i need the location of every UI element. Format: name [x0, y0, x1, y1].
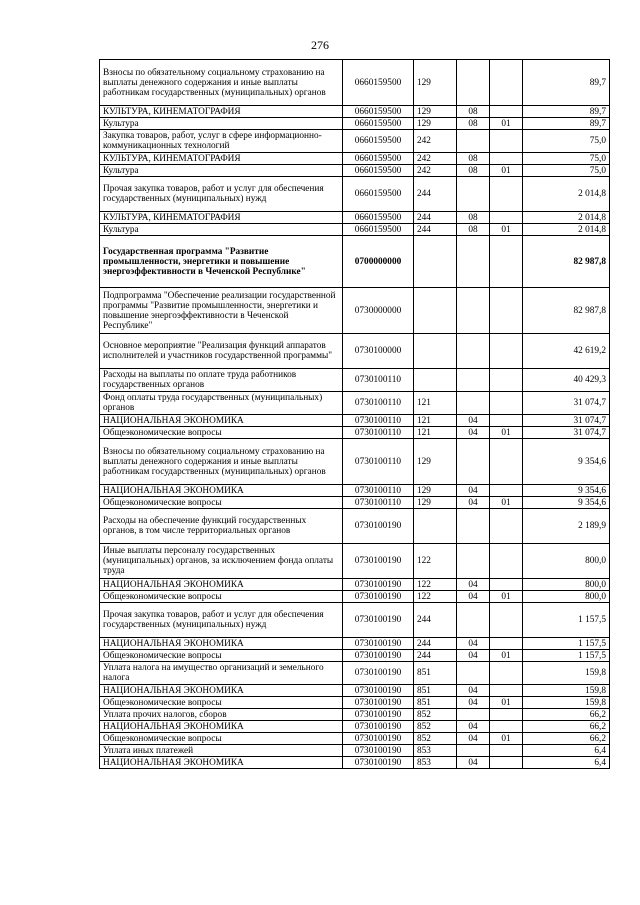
expense-type-cell: 851	[414, 685, 457, 697]
target-code-cell: 0660159500	[343, 177, 414, 212]
target-code-cell: 0730100190	[343, 509, 414, 544]
expense-type-cell: 244	[414, 603, 457, 638]
subsection-cell	[490, 509, 523, 544]
expense-name-cell: Фонд оплаты труда государственных (муниципальных) органов	[100, 392, 343, 415]
amount-cell: 159,8	[523, 697, 610, 709]
target-code-cell: 0660159500	[343, 165, 414, 177]
target-code-cell: 0730100110	[343, 485, 414, 497]
target-code-cell: 0730100110	[343, 392, 414, 415]
table-row	[100, 591, 610, 603]
section-cell: 04	[457, 591, 490, 603]
expense-name-cell: Общеэкономические вопросы	[100, 733, 343, 745]
table-row	[100, 392, 610, 415]
expense-name-cell: Культура	[100, 165, 343, 177]
expense-name-cell: НАЦИОНАЛЬНАЯ ЭКОНОМИКА	[100, 485, 343, 497]
target-code-cell: 0730100190	[343, 579, 414, 591]
expense-name-cell: НАЦИОНАЛЬНАЯ ЭКОНОМИКА	[100, 757, 343, 769]
section-cell	[457, 392, 490, 415]
subsection-cell	[490, 130, 523, 153]
section-cell	[457, 709, 490, 721]
amount-cell: 31 074,7	[523, 415, 610, 427]
expense-type-cell: 242	[414, 153, 457, 165]
expense-type-cell: 121	[414, 427, 457, 439]
expense-type-cell: 244	[414, 177, 457, 212]
expense-type-cell: 129	[414, 60, 457, 106]
section-cell	[457, 439, 490, 485]
table-row	[100, 415, 610, 427]
expense-name-cell: НАЦИОНАЛЬНАЯ ЭКОНОМИКА	[100, 721, 343, 733]
expense-name-cell: Общеэкономические вопросы	[100, 697, 343, 709]
amount-cell: 1 157,5	[523, 603, 610, 638]
subsection-cell	[490, 153, 523, 165]
expense-name-cell: НАЦИОНАЛЬНАЯ ЭКОНОМИКА	[100, 638, 343, 650]
subsection-cell	[490, 745, 523, 757]
amount-cell: 800,0	[523, 591, 610, 603]
expense-name-cell: Взносы по обязательному социальному страхованию на выплаты денежного содержания и иные выплаты работникам государственных (муниципальных) органов	[100, 60, 343, 106]
table-row	[100, 497, 610, 509]
target-code-cell: 0660159500	[343, 212, 414, 224]
table-row	[100, 745, 610, 757]
section-cell: 04	[457, 638, 490, 650]
table-row	[100, 334, 610, 369]
amount-cell: 800,0	[523, 579, 610, 591]
table-row	[100, 733, 610, 745]
section-cell: 04	[457, 485, 490, 497]
subsection-cell: 01	[490, 733, 523, 745]
section-cell: 04	[457, 721, 490, 733]
subsection-cell	[490, 369, 523, 392]
expense-name-cell: Основное мероприятие "Реализация функций аппаратов исполнителей и участников государственной программы"	[100, 334, 343, 369]
table-row	[100, 130, 610, 153]
amount-cell: 89,7	[523, 60, 610, 106]
amount-cell: 75,0	[523, 165, 610, 177]
section-cell: 08	[457, 212, 490, 224]
subsection-cell	[490, 485, 523, 497]
target-code-cell: 0730100110	[343, 369, 414, 392]
expense-name-cell: НАЦИОНАЛЬНАЯ ЭКОНОМИКА	[100, 685, 343, 697]
table-row	[100, 544, 610, 579]
amount-cell: 66,2	[523, 709, 610, 721]
table-row	[100, 224, 610, 236]
section-cell: 04	[457, 415, 490, 427]
expense-type-cell: 851	[414, 697, 457, 709]
amount-cell: 6,4	[523, 757, 610, 769]
expense-name-cell: Прочая закупка товаров, работ и услуг для обеспечения государственных (муниципальных) нужд	[100, 603, 343, 638]
table-row	[100, 757, 610, 769]
section-cell	[457, 177, 490, 212]
page-number: 276	[311, 38, 329, 52]
subsection-cell	[490, 544, 523, 579]
subsection-cell	[490, 662, 523, 685]
expense-name-cell: Уплата прочих налогов, сборов	[100, 709, 343, 721]
expense-name-cell: Иные выплаты персоналу государственных (муниципальных) органов, за исключением фонда оплаты труда	[100, 544, 343, 579]
expense-name-cell: Общеэкономические вопросы	[100, 650, 343, 662]
target-code-cell: 0730100190	[343, 709, 414, 721]
section-cell: 08	[457, 224, 490, 236]
amount-cell: 75,0	[523, 153, 610, 165]
target-code-cell: 0660159500	[343, 224, 414, 236]
table-row	[100, 485, 610, 497]
table-row	[100, 709, 610, 721]
table-row	[100, 662, 610, 685]
table-row	[100, 165, 610, 177]
amount-cell: 9 354,6	[523, 497, 610, 509]
amount-cell: 159,8	[523, 685, 610, 697]
expense-type-cell: 129	[414, 439, 457, 485]
amount-cell: 31 074,7	[523, 427, 610, 439]
section-cell: 04	[457, 733, 490, 745]
section-cell	[457, 334, 490, 369]
budget-table-body	[100, 60, 610, 769]
table-row	[100, 603, 610, 638]
table-row	[100, 60, 610, 106]
expense-name-cell: Взносы по обязательному социальному страхованию на выплаты денежного содержания и иные выплаты работникам государственных (муниципальных) органов	[100, 439, 343, 485]
target-code-cell: 0730100110	[343, 415, 414, 427]
subsection-cell	[490, 603, 523, 638]
table-row	[100, 153, 610, 165]
subsection-cell: 01	[490, 427, 523, 439]
expense-type-cell: 129	[414, 106, 457, 118]
section-cell	[457, 509, 490, 544]
table-row	[100, 697, 610, 709]
expense-type-cell: 122	[414, 544, 457, 579]
section-cell: 04	[457, 579, 490, 591]
target-code-cell: 0730100000	[343, 334, 414, 369]
section-cell: 08	[457, 106, 490, 118]
subsection-cell: 01	[490, 497, 523, 509]
expense-name-cell: Подпрограмма "Обеспечение реализации государственной программы "Развитие промышленности, энергетики и повышение энергоэффективности в Чеченской Республике"	[100, 288, 343, 334]
target-code-cell: 0730100190	[343, 591, 414, 603]
subsection-cell	[490, 236, 523, 288]
table-row	[100, 118, 610, 130]
expense-type-cell: 129	[414, 118, 457, 130]
expense-name-cell: Уплата иных платежей	[100, 745, 343, 757]
expense-type-cell: 122	[414, 591, 457, 603]
expense-type-cell: 121	[414, 415, 457, 427]
expense-type-cell	[414, 236, 457, 288]
amount-cell: 1 157,5	[523, 638, 610, 650]
expense-type-cell: 121	[414, 392, 457, 415]
target-code-cell: 0730000000	[343, 288, 414, 334]
amount-cell: 2 014,8	[523, 177, 610, 212]
expense-type-cell: 852	[414, 709, 457, 721]
expense-type-cell: 851	[414, 662, 457, 685]
amount-cell: 40 429,3	[523, 369, 610, 392]
table-row	[100, 685, 610, 697]
table-row	[100, 288, 610, 334]
subsection-cell	[490, 334, 523, 369]
section-cell	[457, 745, 490, 757]
section-cell	[457, 288, 490, 334]
section-cell: 04	[457, 650, 490, 662]
section-cell	[457, 603, 490, 638]
subsection-cell	[490, 392, 523, 415]
subsection-cell	[490, 60, 523, 106]
expense-type-cell: 244	[414, 224, 457, 236]
table-row	[100, 439, 610, 485]
target-code-cell: 0730100190	[343, 544, 414, 579]
target-code-cell: 0730100110	[343, 497, 414, 509]
expense-type-cell: 853	[414, 757, 457, 769]
expense-name-cell: НАЦИОНАЛЬНАЯ ЭКОНОМИКА	[100, 415, 343, 427]
amount-cell: 66,2	[523, 733, 610, 745]
expense-name-cell: Прочая закупка товаров, работ и услуг для обеспечения государственных (муниципальных) нужд	[100, 177, 343, 212]
subsection-cell	[490, 177, 523, 212]
section-cell: 08	[457, 153, 490, 165]
subsection-cell	[490, 288, 523, 334]
expense-type-cell: 244	[414, 212, 457, 224]
section-cell: 08	[457, 118, 490, 130]
amount-cell: 9 354,6	[523, 485, 610, 497]
target-code-cell: 0660159500	[343, 130, 414, 153]
expense-name-cell: Общеэкономические вопросы	[100, 427, 343, 439]
target-code-cell: 0730100190	[343, 638, 414, 650]
amount-cell: 89,7	[523, 106, 610, 118]
target-code-cell: 0730100190	[343, 697, 414, 709]
expense-type-cell: 122	[414, 579, 457, 591]
section-cell	[457, 130, 490, 153]
target-code-cell: 0730100190	[343, 757, 414, 769]
section-cell: 04	[457, 697, 490, 709]
expense-name-cell: Государственная программа "Развитие промышленности, энергетики и повышение энергоэффективности в Чеченской Республике"	[100, 236, 343, 288]
amount-cell: 75,0	[523, 130, 610, 153]
amount-cell: 89,7	[523, 118, 610, 130]
section-cell: 04	[457, 757, 490, 769]
expense-type-cell	[414, 509, 457, 544]
subsection-cell	[490, 721, 523, 733]
section-cell	[457, 60, 490, 106]
expense-name-cell: НАЦИОНАЛЬНАЯ ЭКОНОМИКА	[100, 579, 343, 591]
section-cell: 04	[457, 497, 490, 509]
expense-type-cell: 129	[414, 497, 457, 509]
table-row	[100, 212, 610, 224]
expense-type-cell: 242	[414, 130, 457, 153]
expense-type-cell	[414, 288, 457, 334]
subsection-cell	[490, 415, 523, 427]
subsection-cell	[490, 757, 523, 769]
subsection-cell: 01	[490, 591, 523, 603]
subsection-cell	[490, 579, 523, 591]
expense-type-cell: 852	[414, 733, 457, 745]
expense-name-cell: КУЛЬТУРА, КИНЕМАТОГРАФИЯ	[100, 153, 343, 165]
subsection-cell: 01	[490, 650, 523, 662]
table-row	[100, 638, 610, 650]
table-row	[100, 106, 610, 118]
expense-type-cell: 852	[414, 721, 457, 733]
subsection-cell: 01	[490, 697, 523, 709]
table-row	[100, 177, 610, 212]
amount-cell: 66,2	[523, 721, 610, 733]
table-row	[100, 236, 610, 288]
amount-cell: 159,8	[523, 662, 610, 685]
subsection-cell	[490, 212, 523, 224]
subsection-cell	[490, 685, 523, 697]
amount-cell: 9 354,6	[523, 439, 610, 485]
amount-cell: 42 619,2	[523, 334, 610, 369]
target-code-cell: 0660159500	[343, 153, 414, 165]
subsection-cell	[490, 638, 523, 650]
expense-name-cell: Культура	[100, 224, 343, 236]
expense-name-cell: КУЛЬТУРА, КИНЕМАТОГРАФИЯ	[100, 106, 343, 118]
amount-cell: 1 157,5	[523, 650, 610, 662]
table-row	[100, 721, 610, 733]
amount-cell: 2 189,9	[523, 509, 610, 544]
subsection-cell	[490, 106, 523, 118]
amount-cell: 2 014,8	[523, 212, 610, 224]
expense-type-cell: 129	[414, 485, 457, 497]
subsection-cell: 01	[490, 165, 523, 177]
expense-name-cell: Общеэкономические вопросы	[100, 497, 343, 509]
section-cell: 04	[457, 685, 490, 697]
target-code-cell: 0660159500	[343, 118, 414, 130]
expense-name-cell: Общеэкономические вопросы	[100, 591, 343, 603]
expense-type-cell: 853	[414, 745, 457, 757]
table-row	[100, 369, 610, 392]
amount-cell: 800,0	[523, 544, 610, 579]
target-code-cell: 0730100110	[343, 439, 414, 485]
amount-cell: 31 074,7	[523, 392, 610, 415]
target-code-cell: 0730100190	[343, 721, 414, 733]
amount-cell: 2 014,8	[523, 224, 610, 236]
amount-cell: 82 987,8	[523, 236, 610, 288]
section-cell: 08	[457, 165, 490, 177]
target-code-cell: 0730100190	[343, 733, 414, 745]
target-code-cell: 0730100190	[343, 603, 414, 638]
target-code-cell: 0730100190	[343, 650, 414, 662]
section-cell: 04	[457, 427, 490, 439]
table-row	[100, 509, 610, 544]
amount-cell: 82 987,8	[523, 288, 610, 334]
target-code-cell: 0730100110	[343, 427, 414, 439]
expense-name-cell: Расходы на обеспечение функций государственных органов, в том числе территориальных органов	[100, 509, 343, 544]
expense-name-cell: Уплата налога на имущество организаций и земельного налога	[100, 662, 343, 685]
expense-name-cell: КУЛЬТУРА, КИНЕМАТОГРАФИЯ	[100, 212, 343, 224]
section-cell	[457, 544, 490, 579]
expense-type-cell: 242	[414, 165, 457, 177]
section-cell	[457, 662, 490, 685]
target-code-cell: 0730100190	[343, 685, 414, 697]
target-code-cell: 0660159500	[343, 106, 414, 118]
subsection-cell: 01	[490, 118, 523, 130]
target-code-cell: 0730100190	[343, 745, 414, 757]
expense-type-cell	[414, 334, 457, 369]
table-row	[100, 427, 610, 439]
expense-type-cell: 244	[414, 638, 457, 650]
subsection-cell: 01	[490, 224, 523, 236]
target-code-cell: 0660159500	[343, 60, 414, 106]
subsection-cell	[490, 709, 523, 721]
expense-name-cell: Культура	[100, 118, 343, 130]
expense-type-cell: 244	[414, 650, 457, 662]
expense-type-cell	[414, 369, 457, 392]
section-cell	[457, 369, 490, 392]
target-code-cell: 0700000000	[343, 236, 414, 288]
expense-name-cell: Расходы на выплаты по оплате труда работников государственных органов	[100, 369, 343, 392]
expense-name-cell: Закупка товаров, работ, услуг в сфере информационно-коммуникационных технологий	[100, 130, 343, 153]
subsection-cell	[490, 439, 523, 485]
table-row	[100, 650, 610, 662]
amount-cell: 6,4	[523, 745, 610, 757]
target-code-cell: 0730100190	[343, 662, 414, 685]
budget-table	[99, 59, 610, 769]
table-row	[100, 579, 610, 591]
section-cell	[457, 236, 490, 288]
